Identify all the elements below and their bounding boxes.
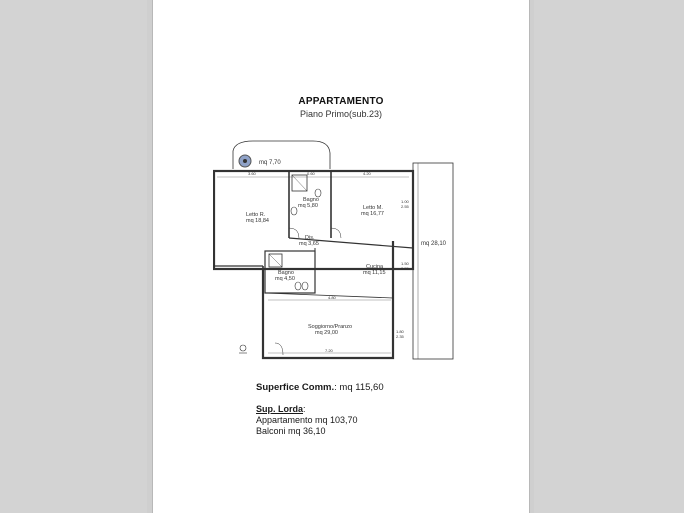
room-dis-name: Dis. [305,235,315,241]
document-page [152,0,530,513]
room-letto-m-area: mq 16,77 [361,211,384,217]
superficie-lorda-label: Sup. Lorda [256,404,303,414]
room-letto-m-name: Letto M. [363,205,383,211]
wc-2 [295,282,301,290]
room-soggiorno-area: mq 29,00 [315,330,338,336]
room-bagno2-name: Bagno [278,270,294,276]
dim-3: 0.60 [307,171,315,176]
dim-1: 3.60 [248,171,256,176]
room-bagno2-area: mq 4,50 [275,276,295,282]
room-cucina-name: Cucina [366,264,384,270]
window-height-5: 1.80 [396,329,404,334]
balcony-right-outline [413,163,453,359]
room-bagno1-name: Bagno [303,197,319,203]
room-cucina-area: mq 11,15 [363,270,386,276]
sink-2 [302,282,308,290]
room-letto-r-name: Letto R. [246,212,266,218]
dim-5: 7.20 [325,348,333,353]
window-height-6: 2.35 [396,334,404,339]
document-subtitle: Piano Primo(sub.23) [299,109,383,119]
sink-1 [291,207,297,215]
right-gutter [534,0,684,513]
room-dis-area: mq 3,65 [299,241,319,247]
room-letto-r-area: mq 18,84 [246,218,269,224]
dim-2: 4.20 [363,171,371,176]
window-height-1: 1.00 [401,199,409,204]
window-height-3: 1.50 [401,261,409,266]
wc-1 [315,189,321,197]
window-height-4: 2.55 [401,266,409,271]
superficie-commerciale [256,382,384,393]
superficie-lorda-colon: : [303,404,306,414]
dim-4: 4.80 [328,295,336,300]
superficie-appartamento: Appartamento mq 103,70 [256,415,358,425]
balcony-top-area: mq 7,70 [259,160,281,166]
document-title: APPARTAMENTO [298,96,384,107]
left-gutter [0,0,147,513]
window-height-2: 2.55 [401,204,409,209]
outer-wall [214,171,413,269]
superficie-lorda-heading [256,404,306,414]
room-bagno1-area: mq 5,80 [298,203,318,209]
balcony-right-area: mq 28,10 [421,241,447,247]
superficie-balconi: Balconi mq 36,10 [256,426,326,436]
floor-plan [213,133,463,373]
superficie-commerciale-label: Superfice Comm. [256,382,335,393]
room-soggiorno-name: Soggiorno/Pranzo [308,324,353,330]
superficie-commerciale-value: : mq 115,60 [334,382,384,393]
